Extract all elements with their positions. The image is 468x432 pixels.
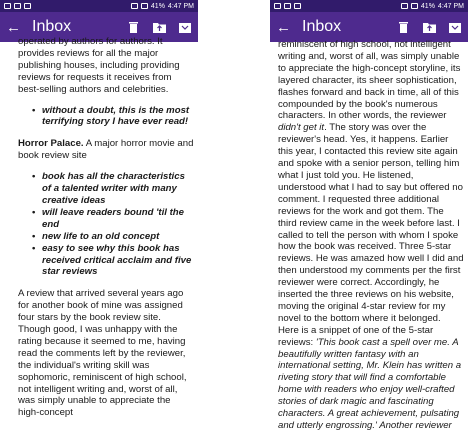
list-item: • easy to see why this book has received critical acclaim and five star reviews [32,243,194,279]
signal-icon [141,3,148,9]
image-icon [274,3,281,9]
back-arrow-icon[interactable]: ← [6,18,21,36]
flag-icon [24,3,31,9]
quote-list [32,171,194,278]
flag-icon [294,3,301,9]
list-item: • will leave readers bound 'til the end [32,207,194,231]
image-icon [4,3,11,9]
paragraph: operated by authors for authors. It provides reviews for all the major publishing houses, including providing reviews for requests it receives from best-selling authors and celebrities. [18,36,180,95]
notification-icons [4,3,31,9]
text-run: reminiscent of high school, not intelligent writing and, worst of all, was simply unable to appreciate the high-concept storyline, its layered character, its sheer sophistication, flashes forward and back in time, all of this compounded by the book's numerous characters. In other words, the reviewer [278,39,461,122]
archive-icon[interactable] [178,20,192,34]
page-title: Inbox [32,18,72,35]
alarm-icon [131,3,138,9]
toolbar-actions [396,20,462,34]
system-icons [131,3,194,10]
review-quote: 'This book cast a spell over me. A beautifully written fantasy with an international setting, Mr. Klein has written a riveting story that will find a comfortable home with readers who enjoy well-crafted stories of dark magic and fascinating characters. A great achievement, pulsating and utterly engrossing.' Another reviewer [278,336,462,431]
notification-icons [274,3,301,9]
status-bar [0,0,198,12]
status-bar [270,0,468,12]
clock: 4:47 PM [167,2,194,10]
battery-level: 41% [150,2,165,10]
site-name: Horror Palace. [18,138,84,150]
site-description: A major horror movie and book review site [18,138,194,162]
paragraph [18,138,194,162]
battery-level: 41% [420,2,435,10]
paragraph [278,39,464,432]
message-body[interactable] [270,39,468,431]
move-to-folder-icon[interactable] [152,20,166,34]
back-arrow-icon[interactable]: ← [276,18,291,36]
system-icons [401,3,464,10]
alarm-icon [401,3,408,9]
delete-icon[interactable] [396,20,410,34]
emphasis: didn't get it [278,122,325,134]
text-run: . The story was over the reviewer's head. Yes, it happens. Earlier this year, I contacted this review site again and spoke with a senior person, telling him what I just told you. He listened, understood what I had to say but offered no comment. I requested three additional reviews for the work and got them. The third review came in the week before last. I called to tell the person with whom I spoke how the book was received. Three 5-star reviews. He was amazed how well I did and then understood my comments per the first reviewer were correct. Accordingly, he inserted the three reviews on his website, moving the original 4-star review for my novel to the bottom where it belonged. Here is a snippet of one of the 5-star reviews: [278,122,464,348]
toolbar-actions [126,20,192,34]
delete-icon[interactable] [126,20,140,34]
signal-icon [411,3,418,9]
list-item: • without a doubt, this is the most terrifying story I have ever read! [32,105,194,129]
page-title: Inbox [302,18,342,35]
archive-icon[interactable] [448,20,462,34]
app-bar [270,12,468,42]
mail-icon [284,3,291,9]
move-to-folder-icon[interactable] [422,20,436,34]
screen-left [0,0,198,419]
list-item: • new life to an old concept [32,231,194,243]
message-body[interactable] [0,36,198,419]
clock: 4:47 PM [437,2,464,10]
mail-icon [14,3,21,9]
list-item: • book has all the characteristics of a talented writer with many creative ideas [32,171,194,207]
quote-list [32,105,194,129]
paragraph: A review that arrived several years ago for another book of mine was assigned four stars by the book review site. Though good, I was unhappy with the rating because it seemed to me, having read the comments left by the reviewer, the individual's writing skill was sophomoric, reminiscent of high school, not intelligent writing and, worst of all, was simply unable to appreciate the high-concept [18,288,187,419]
screen-right [270,0,468,431]
